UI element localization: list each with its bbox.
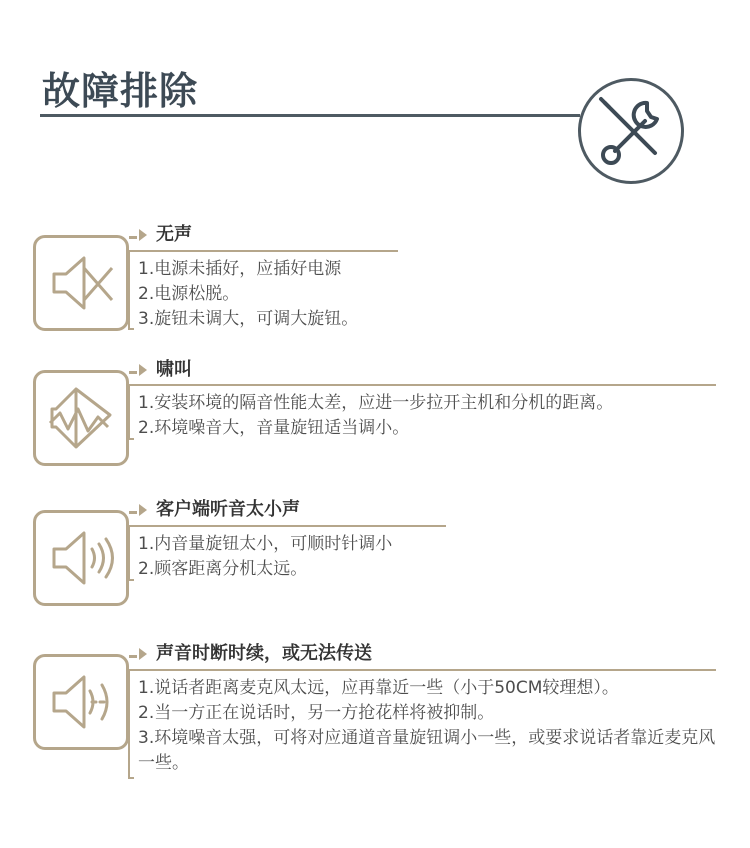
list-item: 3.环境噪音太强，可将对应通道音量旋钮调小一些，或要求说话者靠近麦克风一些。 [138,728,716,773]
list-item: 1.电源未插好，应插好电源 [138,259,342,279]
section-bracket [128,525,134,581]
section-bracket [128,384,134,440]
connector [129,655,137,658]
section-arrow-icon [139,229,147,241]
list-item: 2.电源松脱。 [138,284,240,304]
item-list [138,676,718,776]
item-list [138,532,392,582]
list-item: 1.安装环境的隔音性能太差，应进一步拉开主机和分机的距离。 [138,393,614,413]
speaker-mute-icon [36,238,126,328]
speaker-low-volume-icon-box [33,510,129,606]
section-rule [128,250,398,252]
connector [129,511,137,514]
section-bracket [128,250,134,330]
list-item: 2.环境噪音大，音量旋钮适当调小。 [138,418,410,438]
speaker-feedback-icon [36,373,126,463]
section-title: 声音时断时续，或无法传送 [156,643,372,664]
speaker-feedback-icon-box [33,370,129,466]
tools-badge [578,78,684,184]
list-item: 1.说话者距离麦克风太远，应再靠近一些（小于50CM较理想）。 [138,678,619,698]
section-title: 客户端听音太小声 [156,499,300,520]
page-title: 故障排除 [42,69,199,113]
speaker-intermittent-icon [36,657,126,747]
connector [129,236,137,239]
section-arrow-icon [139,648,147,660]
list-item: 1.内音量旋钮太小，可顺时针调小 [138,534,393,554]
section-rule [128,525,446,527]
item-list [138,257,358,332]
list-item: 2.当一方正在说话时，另一方抢花样将被抑制。 [138,703,495,723]
speaker-low-volume-icon [36,513,126,603]
section-arrow-icon [139,504,147,516]
section-title: 无声 [156,224,192,245]
section-rule [128,384,716,386]
wrench-screwdriver-icon [581,81,681,181]
item-list [138,391,613,441]
title-underline [40,114,580,117]
section-title: 啸叫 [156,359,192,380]
section-rule [128,669,716,671]
list-item: 2.顾客距离分机太远。 [138,559,308,579]
connector [129,371,137,374]
section-arrow-icon [139,364,147,376]
list-item: 3.旋钮未调大，可调大旋钮。 [138,309,359,329]
speaker-intermittent-icon-box [33,654,129,750]
speaker-mute-icon-box [33,235,129,331]
section-bracket [128,669,134,779]
